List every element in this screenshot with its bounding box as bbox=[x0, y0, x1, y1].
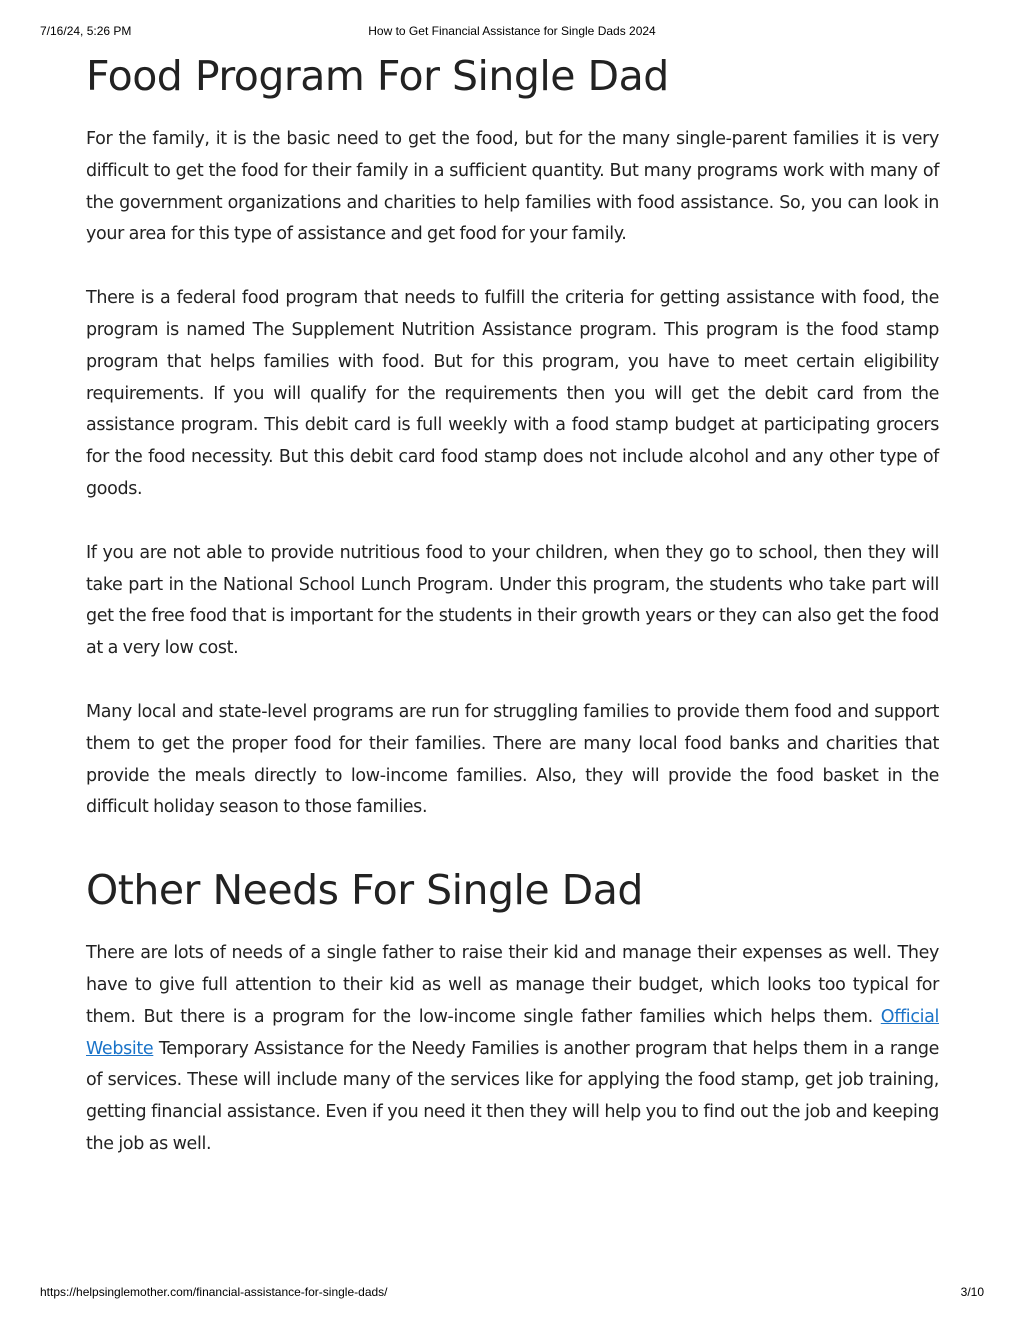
paragraph: There is a federal food program that needs to fulfill the criteria for getting assistance with food, the program is named The Supplement Nutrition Assistance program. This program is the food stamp program that helps families with food. But for this program, you have to meet certain eligibility requirements. If you will qualify for the requirements then you will get the debit card from the assistance program. This debit card is full weekly with a food stamp budget at participating grocers for the food necessity. But this debit card food stamp does not include alcohol and any other type of goods. bbox=[86, 288, 939, 499]
section-heading-other-needs: Other Needs For Single Dad bbox=[86, 866, 643, 915]
paragraph-text: There are lots of needs of a single father to raise their kid and manage their expenses as well. They have to give full attention to their kid as well as manage their budget, which looks too typical for them. But there is a program for the low-income single father families which helps them. bbox=[86, 943, 939, 1027]
section-heading-food-program: Food Program For Single Dad bbox=[86, 52, 669, 100]
print-datetime: 7/16/24, 5:26 PM bbox=[40, 24, 132, 38]
print-footer bbox=[40, 1285, 984, 1303]
print-page-title: How to Get Financial Assistance for Single Dads 2024 bbox=[368, 24, 656, 38]
print-header bbox=[40, 24, 984, 42]
paragraph-text: Temporary Assistance for the Needy Families is another program that helps them in a range of services. These will include many of the services like for applying the food stamp, get job training, getting financial assistance. Even if you need it then they will help you to find out the job and keeping the job as well. bbox=[86, 1038, 939, 1154]
paragraph: If you are not able to provide nutritious food to your children, when they go to school, then they will take part in the National School Lunch Program. Under this program, the students who take part will get the free food that is important for the students in their growth years or they can also get the food at a very low cost. bbox=[86, 542, 939, 659]
paragraph: Many local and state-level programs are run for struggling families to provide them food and support them to get the proper food for their families. There are many local food banks and charities that provide the meals directly to low-income families. Also, they will provide the food basket in the difficult holiday season to those families. bbox=[86, 701, 939, 818]
print-page-url: https://helpsinglemother.com/financial-assistance-for-single-dads/ bbox=[40, 1285, 388, 1299]
print-page-number: 3/10 bbox=[960, 1285, 984, 1299]
paragraph-with-link bbox=[86, 938, 939, 1161]
article-content bbox=[86, 48, 939, 1161]
paragraph: For the family, it is the basic need to get the food, but for the many single-parent families it is very difficult to get the food for their family in a sufficient quantity. But many programs work with many of the government organizations and charities to help families with food assistance. So, you can look in your area for this type of assistance and get food for your family. bbox=[86, 129, 939, 245]
official-website-link[interactable]: Official Website bbox=[86, 1006, 939, 1059]
